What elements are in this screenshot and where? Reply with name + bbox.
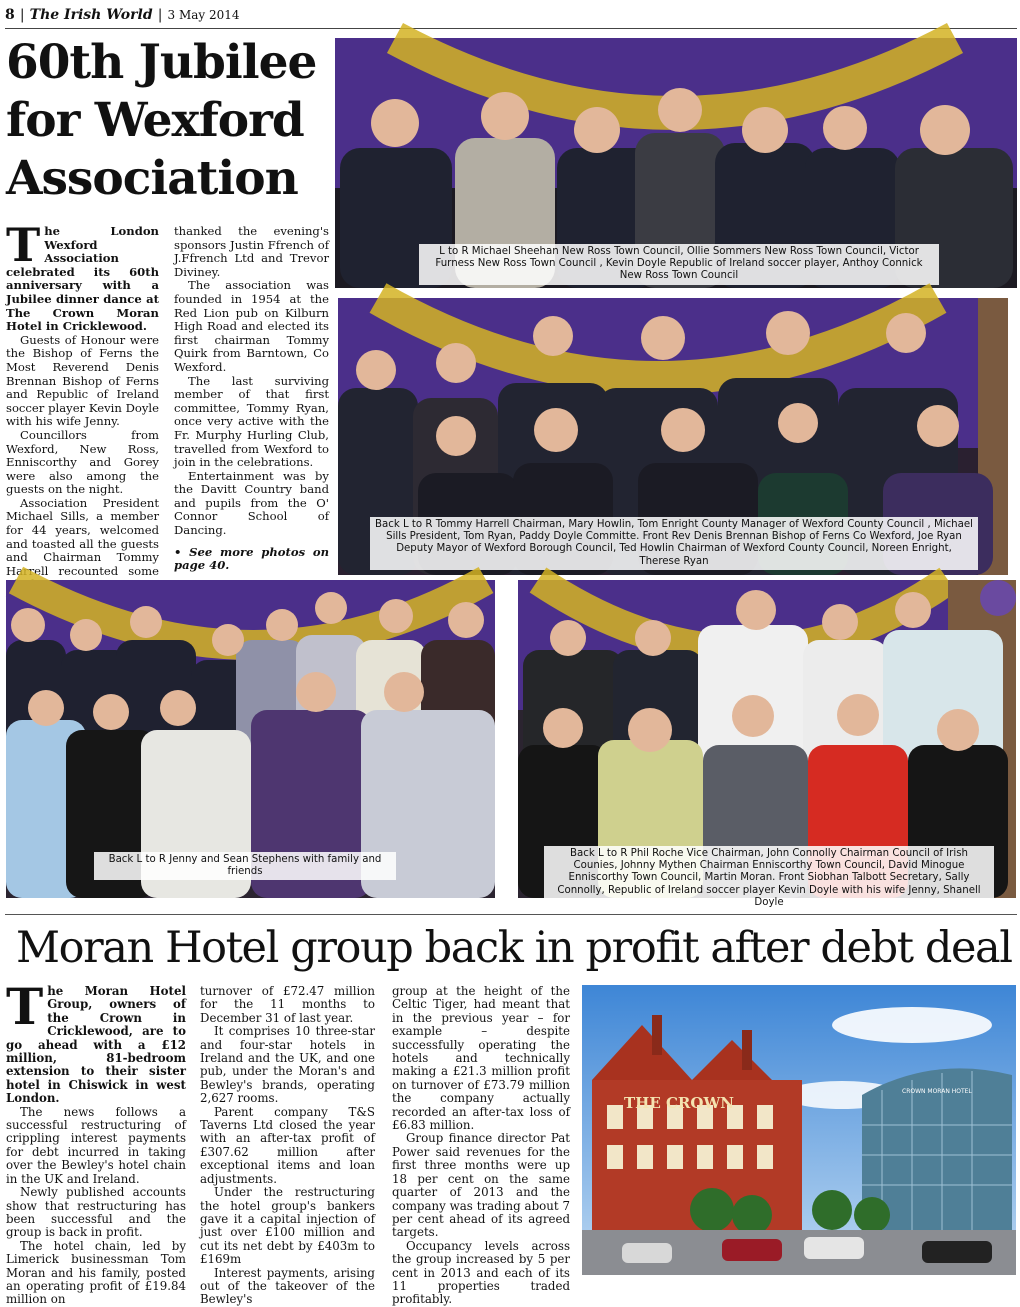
issue-date: 3 May 2014 xyxy=(167,8,240,22)
article-2-paragraph: The news follows a successful restructuring of crippling interest payments for debt incurred in taking over the Bewley's hotel chain in the UK and Ireland. xyxy=(6,1104,186,1186)
header-separator: | xyxy=(19,7,25,23)
article-1-lead-paragraph: he London Wexford Association celebrated its 60th anniversary with a Jubilee dinner dance at The Crown Moran Hotel in Cricklewood. xyxy=(6,224,159,334)
article-2-paragraph: Under the restructuring the hotel group's bankers gave it a capital injection of just over £100 million and cut its net debt by £403m to £169m xyxy=(200,1185,375,1267)
article-1-paragraph: Councillors from Wexford, New Ross, Enniscorthy and Gorey were also among the guests on the night. xyxy=(6,427,159,497)
page-number: 8 xyxy=(5,7,15,23)
photo-3-image xyxy=(6,580,495,898)
photo-group-4 xyxy=(518,580,1016,908)
article-2-column-1 xyxy=(6,977,186,1307)
article-1-paragraph: The last surviving member of that first committee, Tommy Ryan, once very active with the Fr. Murphy Hurling Club, travelled from Wexford to join in the celebrations. xyxy=(174,373,329,470)
photo-group-3 xyxy=(6,580,495,898)
photo-group-2 xyxy=(338,298,1008,575)
header-separator-2: | xyxy=(157,7,163,23)
page-header xyxy=(5,4,1017,29)
article-2-column-2 xyxy=(200,985,375,1307)
article-2-lead-paragraph: he Moran Hotel Group, owners of the Crown in Cricklewood, are to go ahead with a £12 million, 81-bedroom extension to their sister hotel in Chiswick in west London. xyxy=(6,984,186,1106)
article-2-paragraph: Newly published accounts show that restructuring has been successful and the group is back in profit. xyxy=(6,1185,186,1240)
article-2-headline: Moran Hotel group back in profit after debt deal xyxy=(16,923,1012,973)
article-2-paragraph: Group finance director Pat Power said revenues for the first three months were up 18 per cent on the same quarter of 2013 and the company was trading about 7 per cent ahead of its agreed targets. xyxy=(392,1131,570,1240)
article-1-column-2 xyxy=(174,225,329,573)
photo-group-1 xyxy=(335,38,1017,288)
article-2-paragraph: It comprises 10 three-star and four-star hotels in Ireland and the UK, and one pub, under the Moran's and Bewley's brands, operating 2,627 rooms. xyxy=(200,1024,375,1106)
article-2-paragraph: Parent company T&S Taverns Ltd closed the year with an after-tax profit of £307.62 million after exceptional items and loan adjustments. xyxy=(200,1104,375,1186)
article-2-dropcap: T xyxy=(6,977,44,1036)
article-1-paragraph: The association was founded in 1954 at the Red Lion pub on Kilburn High Road and elected its first chairman Tommy Quirk from Barntown, Co Wexford. xyxy=(174,278,329,374)
hotel-sign-2: CROWN MORAN HOTEL xyxy=(902,1088,972,1095)
hotel-photo xyxy=(582,985,1016,1275)
article-1-paragraph: thanked the evening's sponsors Justin Ffrench of J.Ffrench Ltd and Trevor Diviney. xyxy=(174,224,329,279)
article-1-headline: 60th Jubilee for Wexford Association xyxy=(6,35,317,206)
article-1-paragraph: Guests of Honour were the Bishop of Ferns the Most Reverend Denis Brennan Bishop of Ferns and Republic of Ireland soccer player Kevin Doyle with his wife Jenny. xyxy=(6,332,159,429)
article-2-paragraph: group at the height of the Celtic Tiger, had meant that in the previous year – for example – despite successfully operating the hotels and technically making a £21.3 million profit on turnover of £73.79 million the company actually recorded an after-tax loss of £6.83 million. xyxy=(392,984,570,1133)
publication-name: The Irish World xyxy=(29,7,153,23)
photo-1-caption: L to R Michael Sheehan New Ross Town Council, Ollie Sommers New Ross Town Council, Victor Furness New Ross Town Council , Kevin Doyle Republic of Ireland soccer player, Anthoy Connick New Ross Town Council xyxy=(419,244,939,285)
article-1-column-1 xyxy=(6,218,159,606)
photo-2-caption: Back L to R Tommy Harrell Chairman, Mary Howlin, Tom Enright County Manager of Wexford County Council , Michael Sills President, Tom Ryan, Paddy Doyle Committe. Front Rev Denis Brennan Bishop of Ferns Co Wexford, Joe Ryan Deputy Mayor of Wexford Borough Council, Ted Howlin Chairman of Wexford County Council, Noreen Enright, Therese Ryan xyxy=(370,517,978,570)
article-1-paragraph: Association President Michael Sills, a member for 44 years, welcomed and toasted all the guests and Chairman Tommy Harrell recounted some xyxy=(6,495,159,578)
article-2-paragraph: turnover of £72.47 million for the 11 months to December 31 of last year. xyxy=(200,984,375,1025)
crown-hotel-image xyxy=(582,985,1016,1275)
article-2-paragraph: Interest payments, arising out of the takeover of the Bewley's xyxy=(200,1265,375,1307)
hotel-sign: THE CROWN xyxy=(624,1094,735,1112)
photo-4-caption: Back L to R Phil Roche Vice Chairman, John Connolly Chairman Council of Irish Counies, Johnny Mythen Chairman Enniscorthy Town Council, David Minogue Enniscorthy Town Council, Martin Moran. Front Siobhan Talbott Secretary, Sally Connolly, Republic of Ireland soccer player Kevin Doyle with his wife Jenny, Shanell Doyle xyxy=(544,846,994,911)
article-1-paragraph: Entertainment was by the Davitt Country band and pupils from the O' Connor School of Dancing. xyxy=(174,468,329,538)
photo-3-caption: Back L to R Jenny and Sean Stephens with family and friends xyxy=(94,852,396,880)
article-2-column-3 xyxy=(392,985,570,1307)
section-divider xyxy=(5,914,1017,915)
article-1-dropcap: T xyxy=(6,218,41,272)
see-more-photos-note: • See more photos on page 40. xyxy=(174,544,329,573)
article-2-paragraph: Occupancy levels across the group increased by 5 per cent in 2013 and each of its 11 properties traded profitably. xyxy=(392,1238,570,1307)
article-2-paragraph: The hotel chain, led by Limerick businessman Tom Moran and his family, posted an operating profit of £19.84 million on xyxy=(6,1238,186,1307)
